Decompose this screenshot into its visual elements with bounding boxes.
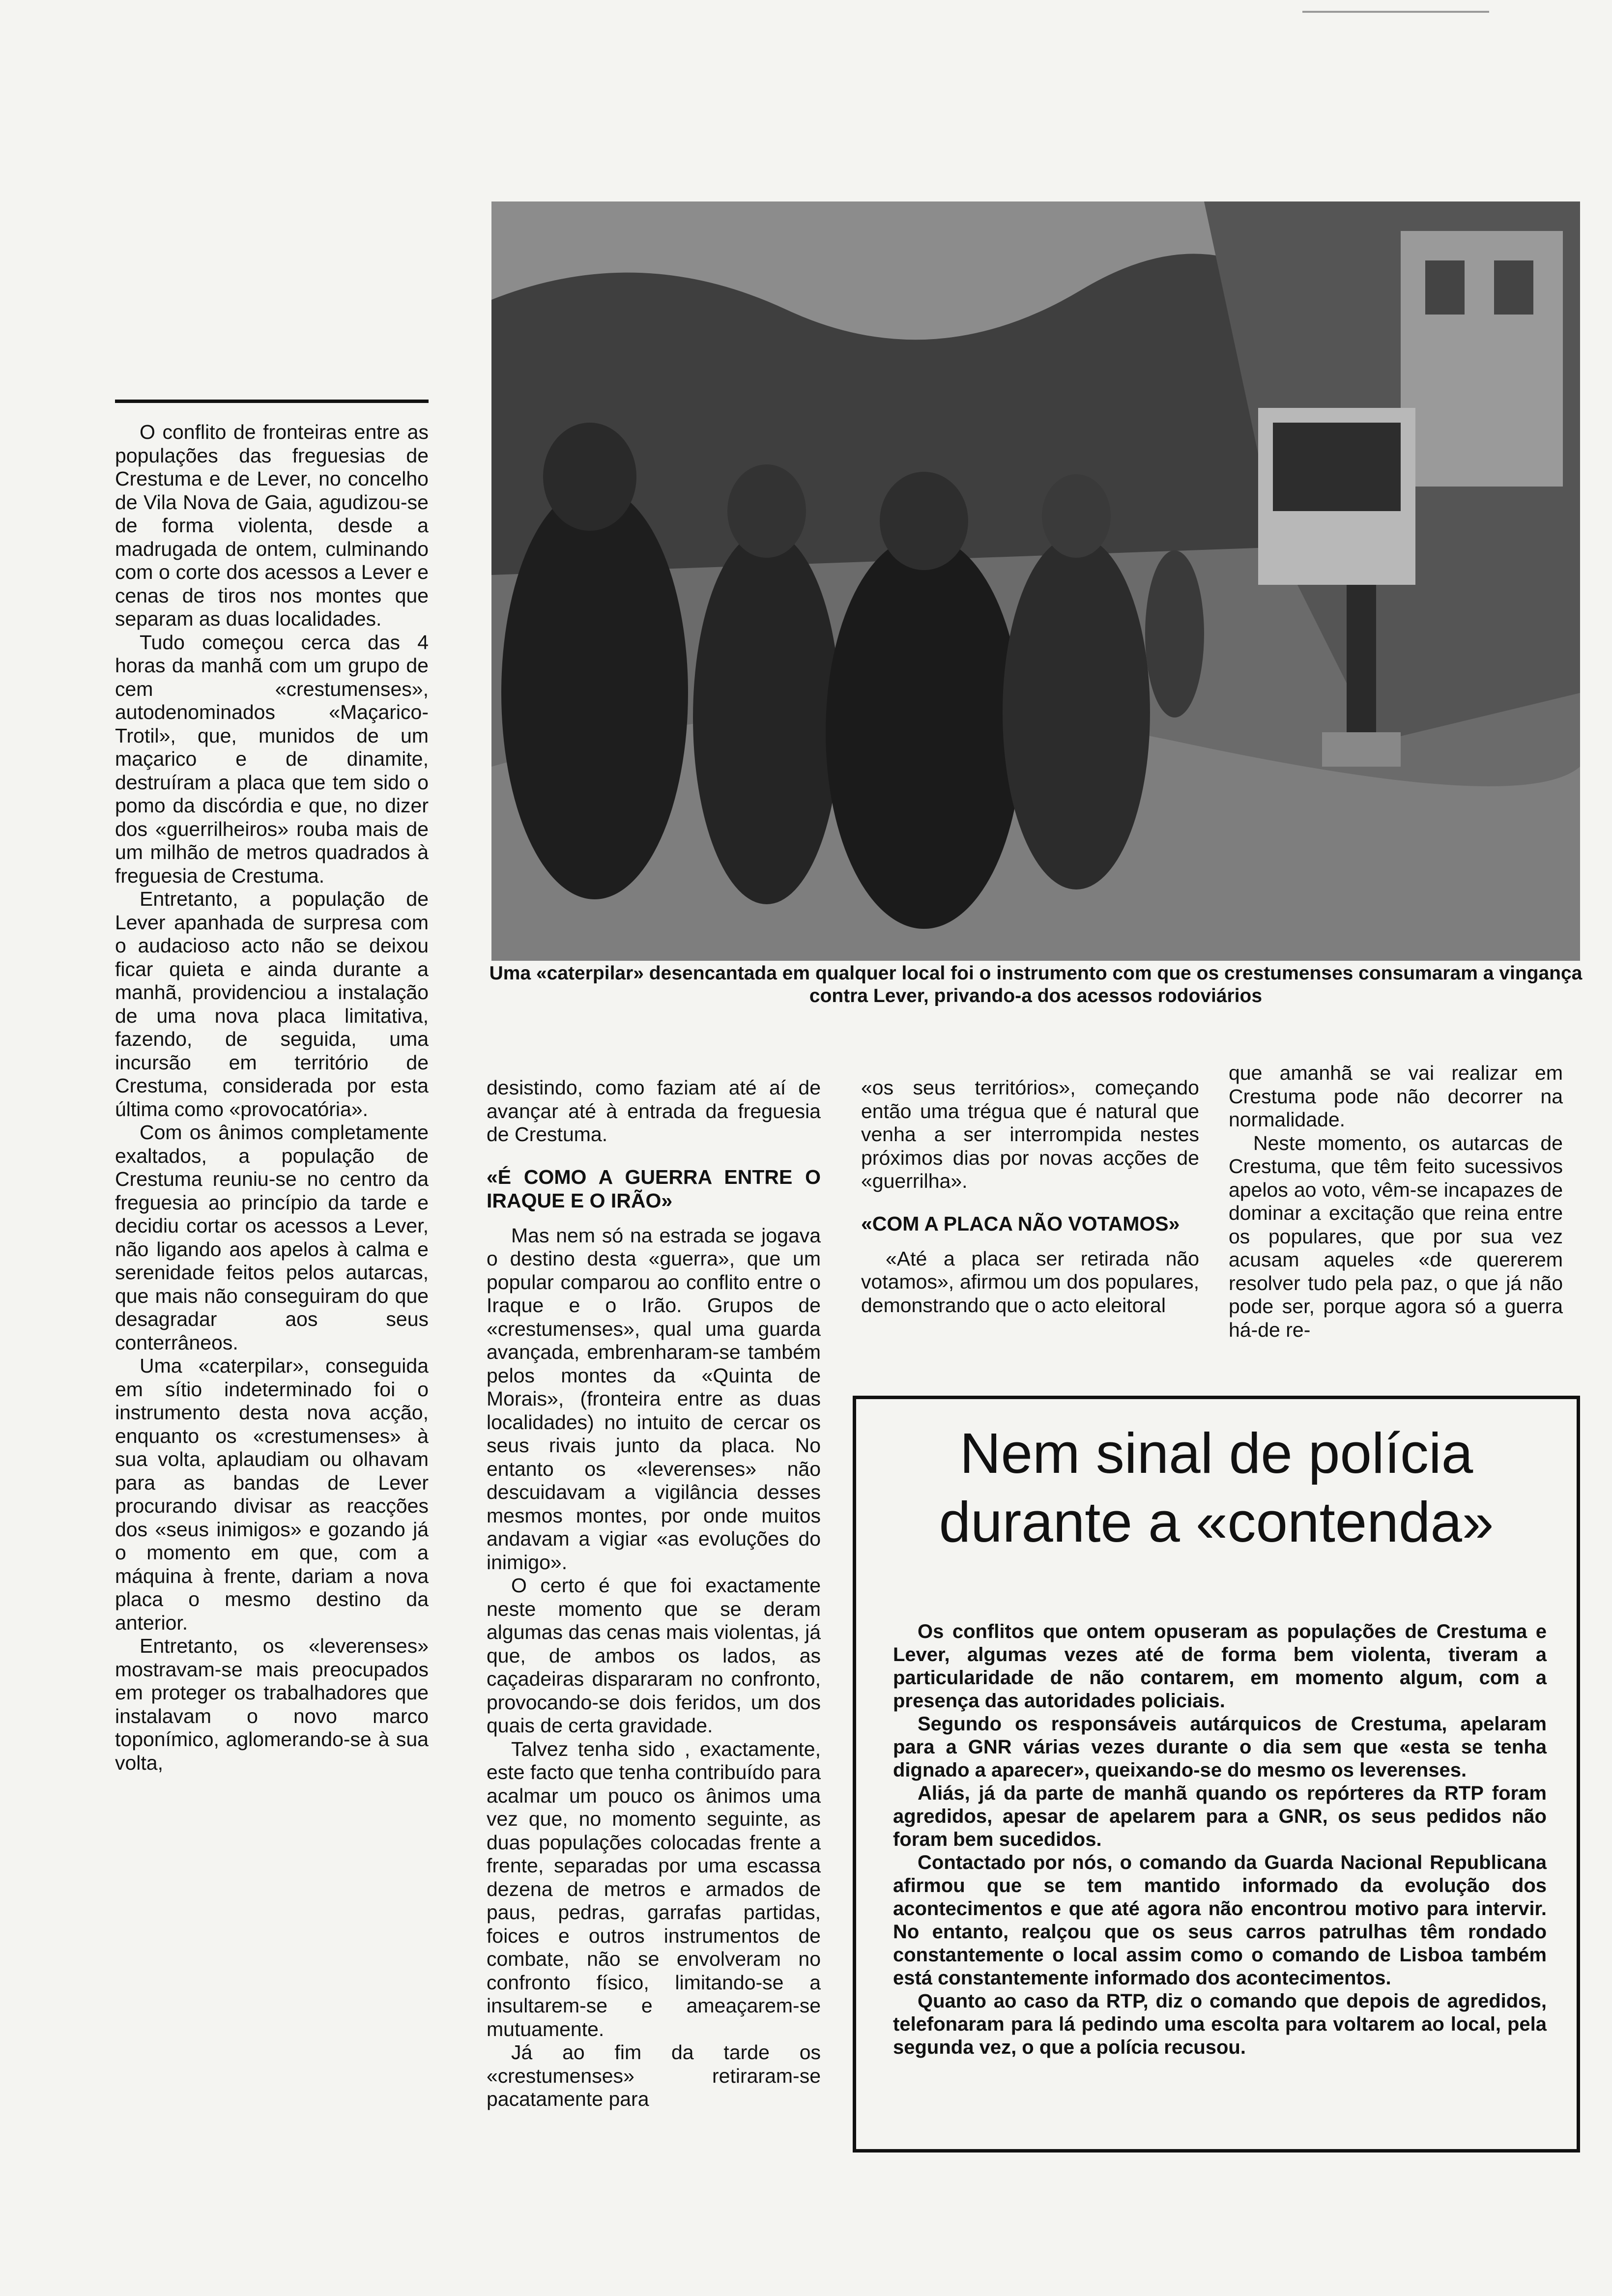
paragraph: Tudo começou cerca das 4 horas da manhã com um grupo de cem «crestumenses», autodenominados «Maçarico-Trotil», que, munidos de um maçarico e de dinamite, destruíram a placa que tem sido o pomo da discórdia e que, no dizer dos «guerrilheiros» rouba mais de um milhão de metros quadrados à freguesia de Crestuma. [115,631,429,887]
paragraph: Mas nem só na estrada se jogava o destino desta «guerra», que um popular comparou ao conflito entre o Iraque e o Irão. Grupos de «crestumenses», qual uma guarda avançada, embrenharam-se também pelos montes da «Quinta de Morais», (fronteira entre as duas localidades) no intuito de cercar os seus rivais junto da placa. No entanto os «leverenses» não descuidavam a vigilância desses mesmos montes, por onde muitos andavam a vigiar «as evoluções do inimigo». [487,1224,821,1574]
paragraph: O conflito de fronteiras entre as populações das freguesias de Crestuma e de Lever, no concelho de Vila Nova de Gaia, agudizou-se de forma violenta, desde a madrugada de ontem, culminando com o corte dos acessos a Lever e cenas de tiros nos montes que separam as duas localidades. [115,421,429,630]
paragraph: «Até a placa ser retirada não votamos», afirmou um dos populares, demonstrando que o acto eleitoral [861,1247,1199,1317]
paragraph: Entretanto, a população de Lever apanhada de surpresa com o audacioso acto não se deixou ficar quieta e ainda durante a manhã, providenciou a instalação de uma nova placa limitativa, fazendo, de seguida, uma incursão em território de Crestuma, considerada por esta última como «provocatória». [115,888,429,1120]
article-column-1 [115,421,429,1775]
paragraph: Segundo os responsáveis autárquicos de Crestuma, apelaram para a GNR várias vezes durante o dia sem que «esta se tenha dignado a aparecer», queixando-se do mesmo os leverenses. [893,1713,1547,1781]
paragraph: «os seus territórios», começando então uma trégua que é natural que venha a ser interrompida nestes próximos dias por novas acções de «guerrilha». [861,1076,1199,1192]
box-headline-line-2: durante a «contenda» [939,1490,1494,1554]
box-body [893,1620,1547,2059]
paragraph: Neste momento, os autarcas de Crestuma, que têm feito sucessivos apelos ao voto, vêm-se incapazes de dominar a excitação que reina entre os populares, que por sua vez acusam aqueles «de quererem resolver tudo pela paz, o que já não pode ser, porque agora só a guerra há-de re- [1229,1131,1563,1341]
column-rule [115,400,429,403]
box-headline-line-1: Nem sinal de polícia [959,1421,1473,1485]
paragraph: Entretanto, os «leverenses» mostravam-se mais preocupados em proteger os trabalhadores que instalavam o novo marco toponímico, aglomerando-se à sua volta, [115,1635,429,1774]
paragraph: Uma «caterpilar», conseguida em sítio indeterminado foi o instrumento desta nova acção, enquanto os «crestumenses» à sua volta, aplaudiam ou olhavam para as bandas de Lever procurando divisar as reacções dos «seus inimigos» e gozando já o momento em que, com a máquina à frente, dariam a nova placa o mesmo destino da anterior. [115,1354,429,1634]
sidebar-box [853,1396,1580,2152]
subheading: «COM A PLACA NÃO VOTAMOS» [861,1212,1180,1235]
paragraph: Quanto ao caso da RTP, diz o comando que depois de agredidos, telefonaram para lá pedindo uma escolta para voltarem ao local, pela segunda vez, o que a polícia recusou. [893,1990,1547,2058]
article-column-4 [1229,1062,1563,1342]
box-headline [856,1419,1577,1556]
paragraph: Os conflitos que ontem opuseram as populações de Crestuma e Lever, algumas vezes até de forma bem violenta, tiveram a particularidade de não contarem, em momento algum, com a presença das autoridades policiais. [893,1621,1547,1712]
paragraph: Talvez tenha sido , exactamente, este facto que tenha contribuído para acalmar um pouco os ânimos uma vez que, no momento seguinte, as duas populações colocadas frente a frente, separadas por uma escassa dezena de metros e armados de paus, pedras, garrafas partidas, foices e outros instrumentos de combate, não se envolveram no confronto físico, limitando-se a insultarem-se e ameaçarem-se mutuamente. [487,1737,821,2040]
paragraph: Aliás, já da parte de manhã quando os repórteres da RTP foram agredidos, apesar de apelarem para a GNR, os seus pedidos não foram bem sucedidos. [893,1782,1547,1850]
paragraph: O certo é que foi exactamente neste momento que se deram algumas das cenas mais violentas, já que, de ambos os lados, as caçadeiras dispararam no confronto, provocando-se dois feridos, um dos quais de certa gravidade. [487,1574,821,1737]
article-column-3 [861,1076,1199,1317]
photo-illustration [491,201,1580,961]
news-photo [491,201,1580,961]
photo-caption: Uma «caterpilar» desencantada em qualquer local foi o instrumento com que os crestumenses consumaram a vingança contra Lever, privando-a dos acessos rodoviários [489,963,1583,1006]
subheading: «É COMO A GUERRA ENTRE O IRAQUE E O IRÃO» [487,1165,821,1212]
paragraph: Contactado por nós, o comando da Guarda Nacional Republicana afirmou que se tem mantido informado da evolução dos acontecimentos e que até agora não encontrou motivo para intervir. No entanto, realçou que os seus carros patrulhas têm rondado constantemente o local assim como o comando de Lisboa também está constantemente informado dos acontecimentos. [893,1852,1547,1989]
paragraph: Já ao fim da tarde os «crestumenses» retiraram-se pacatamente para [487,2041,821,2110]
paragraph: desistindo, como faziam até aí de avançar até à entrada da freguesia de Crestuma. [487,1076,821,1146]
paragraph: Com os ânimos completamente exaltados, a população de Crestuma reuniu-se no centro da freguesia ao princípio da tarde e decidiu cortar os acessos a Lever, não ligando aos apelos à calma e serenidade feitos pelos autarcas, que mais não conseguiram do que desagradar aos seus conterrâneos. [115,1121,429,1354]
paragraph: que amanhã se vai realizar em Crestuma pode não decorrer na normalidade. [1229,1062,1563,1131]
top-edge-line [1302,11,1489,13]
article-column-2 [487,1076,821,2111]
